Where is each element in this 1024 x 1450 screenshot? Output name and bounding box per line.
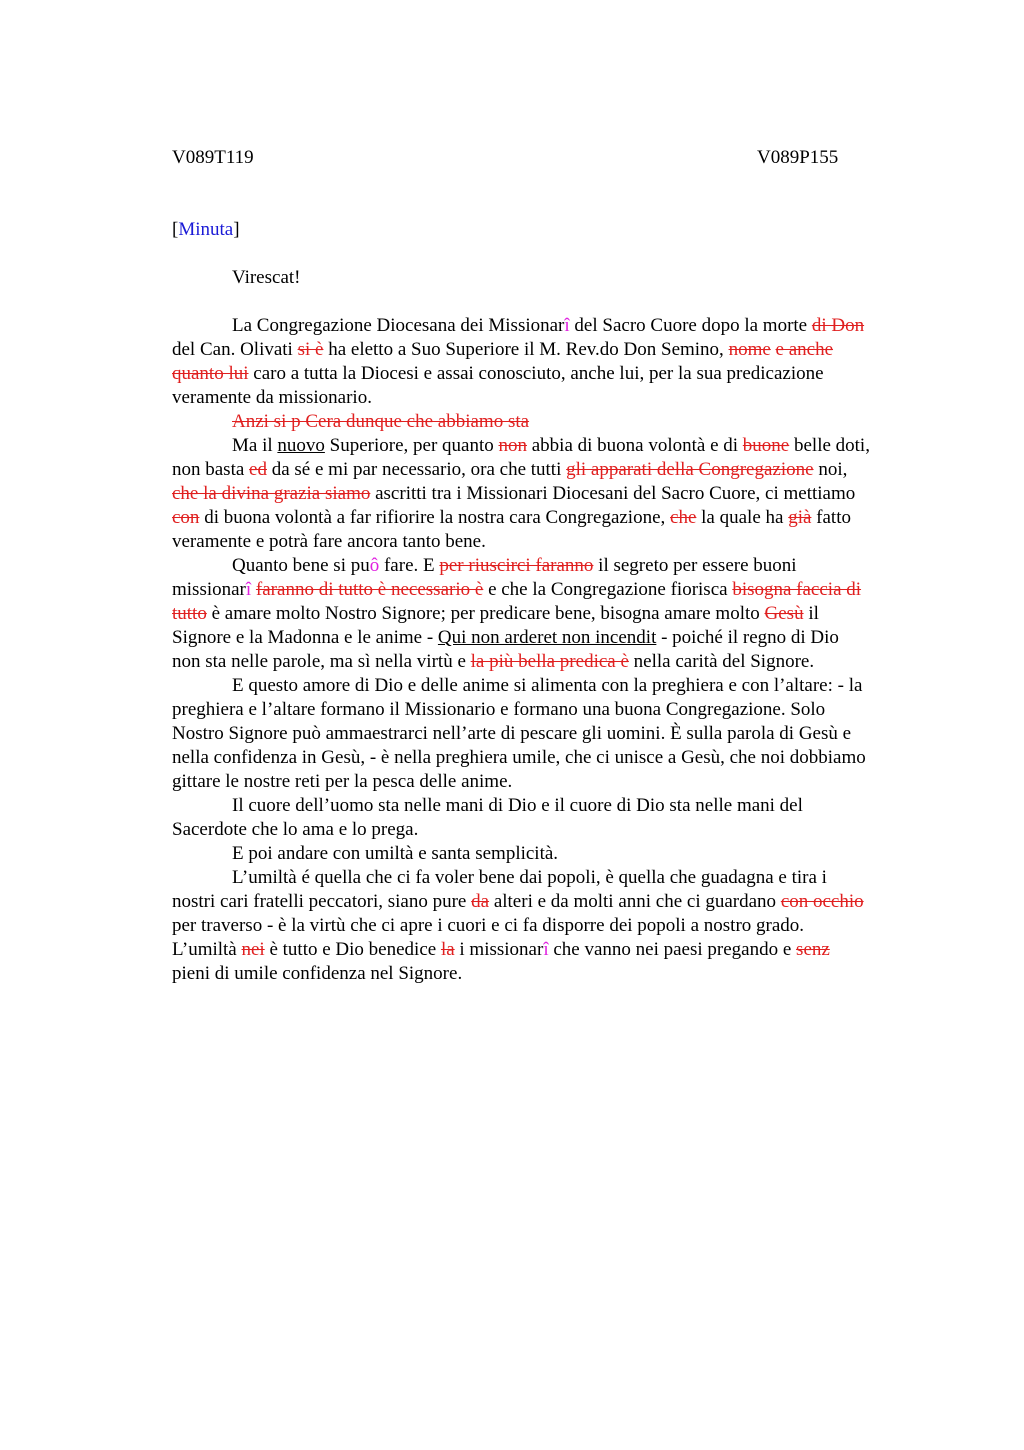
text-line — [172, 698, 932, 722]
text-line — [172, 530, 932, 554]
salutation: Virescat! — [232, 267, 301, 288]
text-segment: per traverso - è la virtù che ci apre i cuori e ci fa disporre dei popoli a nostro grado. — [172, 915, 805, 936]
deleted-text: bisogna faccia di — [732, 579, 862, 600]
text-line — [172, 410, 932, 434]
text-line — [172, 554, 932, 578]
text-line — [172, 458, 932, 482]
text-segment: da sé e mi par necessario, ora che tutti — [266, 459, 567, 480]
text-segment: La Congregazione Diocesana dei Missionar — [232, 315, 565, 336]
text-line — [172, 866, 932, 890]
text-line — [172, 890, 932, 914]
text-segment: E poi andare con umiltà e santa semplicità. — [232, 843, 559, 864]
deleted-text: Anzi si p Cera dunque che abbiamo sta — [232, 411, 530, 432]
text-segment: veramente e potrà fare ancora tanto bene. — [172, 531, 486, 552]
text-segment: nella confidenza in Gesù, - è nella preghiera umile, che ci unisce a Gesù, che noi dobbiamo — [172, 747, 866, 768]
text-segment: gittare le nostre reti per la pesca delle anime. — [172, 771, 513, 792]
text-segment: nella carità del Signore. — [628, 651, 815, 672]
text-segment: Quanto bene si pu — [232, 555, 370, 576]
deleted-text: quanto lui — [172, 363, 249, 384]
text-segment: Il cuore dell’uomo sta nelle mani di Dio e il cuore di Dio sta nelle mani del — [232, 795, 803, 816]
text-segment: Signore e la Madonna e le anime - — [172, 627, 438, 648]
deleted-text: la — [440, 939, 455, 960]
text-line — [172, 434, 932, 458]
deleted-text: ed — [249, 459, 267, 480]
text-line — [172, 674, 932, 698]
text-segment: che vanno nei paesi pregando e — [548, 939, 797, 960]
text-segment: noi, — [813, 459, 848, 480]
deleted-text: che la divina grazia siamo — [172, 483, 371, 504]
deleted-text: faranno di tutto è necessario è — [255, 579, 484, 600]
text-line — [172, 362, 932, 386]
deleted-text: con — [172, 507, 200, 528]
minuta-open-bracket: [ — [172, 219, 179, 240]
text-segment: ascritti tra i Missionari Diocesani del Sacro Cuore, ci mettiamo — [370, 483, 856, 504]
text-segment: pieni di umile confidenza nel Signore. — [172, 963, 463, 984]
accent-mark: î — [245, 579, 252, 600]
text-line — [172, 938, 932, 962]
text-line — [172, 314, 932, 338]
deleted-text: buone — [742, 435, 790, 456]
text-segment: nostri cari fratelli peccatori, siano pure — [172, 891, 472, 912]
text-segment: L’umiltà — [172, 939, 242, 960]
text-segment: missionar — [172, 579, 246, 600]
deleted-text: Gesù — [764, 603, 804, 624]
accent-mark: ô — [369, 555, 380, 576]
deleted-text: gli apparati della Congregazione — [566, 459, 814, 480]
text-segment: fatto — [811, 507, 851, 528]
text-line — [172, 578, 932, 602]
text-segment: di buona volontà a far rifiorire la nostra cara Congregazione, — [199, 507, 671, 528]
text-line — [172, 842, 932, 866]
text-line — [172, 818, 932, 842]
deleted-text: non — [498, 435, 527, 456]
text-segment: non basta — [172, 459, 250, 480]
deleted-text: e anche — [775, 339, 834, 360]
minuta-link[interactable]: Minuta — [178, 219, 234, 240]
text-segment: abbia di buona volontà e di — [526, 435, 743, 456]
underlined-text: Qui non arderet non incendit — [437, 627, 657, 648]
accent-mark: î — [564, 315, 570, 336]
deleted-text: per riuscirci faranno — [439, 555, 594, 576]
text-line — [172, 794, 932, 818]
text-line — [172, 914, 932, 938]
text-line — [172, 626, 932, 650]
text-segment: veramente da missionario. — [172, 387, 372, 408]
text-segment: L’umiltà é quella che ci fa voler bene dai popoli, è quella che guadagna e tira i — [232, 867, 827, 888]
text-line — [172, 506, 932, 530]
text-segment: belle doti, — [789, 435, 870, 456]
text-line — [172, 602, 932, 626]
text-segment: - poiché il regno di Dio — [656, 627, 839, 648]
text-segment: non sta nelle parole, ma sì nella virtù e — [172, 651, 471, 672]
deleted-text: tutto — [172, 603, 207, 624]
text-line — [172, 962, 932, 986]
deleted-text: si è — [297, 339, 324, 360]
text-segment: E questo amore di Dio e delle anime si alimenta con la preghiera e con l’altare: - la — [232, 675, 863, 696]
text-segment: il — [803, 603, 819, 624]
text-segment: e che la Congregazione fiorisca — [483, 579, 733, 600]
minuta-label — [172, 218, 240, 242]
underlined-text: nuovo — [277, 435, 325, 456]
text-segment: la quale ha — [696, 507, 789, 528]
deleted-text: già — [788, 507, 812, 528]
text-segment: ha eletto a Suo Superiore il M. Rev.do Don Semino, — [323, 339, 729, 360]
text-segment: caro a tutta la Diocesi e assai conosciuto, anche lui, per la sua predicazione — [248, 363, 824, 384]
deleted-text: la più bella predica è — [470, 651, 629, 672]
text-segment: del Can. Olivati — [172, 339, 298, 360]
text-line — [172, 722, 932, 746]
deleted-text: con occhio — [780, 891, 864, 912]
deleted-text: senz — [796, 939, 830, 960]
text-segment: è amare molto Nostro Signore; per predicare bene, bisogna amare molto — [206, 603, 765, 624]
deleted-text: da — [471, 891, 490, 912]
text-line — [172, 338, 932, 362]
text-segment: i missionar — [454, 939, 544, 960]
text-segment: fare. E — [379, 555, 440, 576]
deleted-text: nome — [728, 339, 771, 360]
text-segment: Ma il — [232, 435, 278, 456]
text-line — [172, 770, 932, 794]
header-left-code: V089T119 — [172, 147, 254, 168]
letter-body — [172, 314, 932, 986]
text-segment: Superiore, per quanto — [324, 435, 499, 456]
deleted-text: che — [670, 507, 697, 528]
text-segment: il segreto per essere buoni — [593, 555, 797, 576]
accent-mark: î — [543, 939, 549, 960]
text-segment: alteri e da molti anni che ci guardano — [489, 891, 781, 912]
text-segment: preghiera e l’altare formano il Missionario e formano una buona Congregazione. Solo — [172, 699, 826, 720]
text-segment: del Sacro Cuore dopo la morte — [569, 315, 812, 336]
text-line — [172, 386, 932, 410]
text-segment: è tutto e Dio benedice — [264, 939, 441, 960]
header-right-code: V089P155 — [757, 147, 839, 168]
deleted-text: di Don — [811, 315, 865, 336]
text-segment: Nostro Signore può ammaestrarci nell’arte di pescare gli uomini. È sulla parola di Gesù e — [172, 723, 852, 744]
text-line — [172, 482, 932, 506]
text-line — [172, 650, 932, 674]
text-line — [172, 746, 932, 770]
minuta-close-bracket: ] — [233, 219, 240, 240]
text-segment: Sacerdote che lo ama e lo prega. — [172, 819, 419, 840]
deleted-text: nei — [241, 939, 265, 960]
